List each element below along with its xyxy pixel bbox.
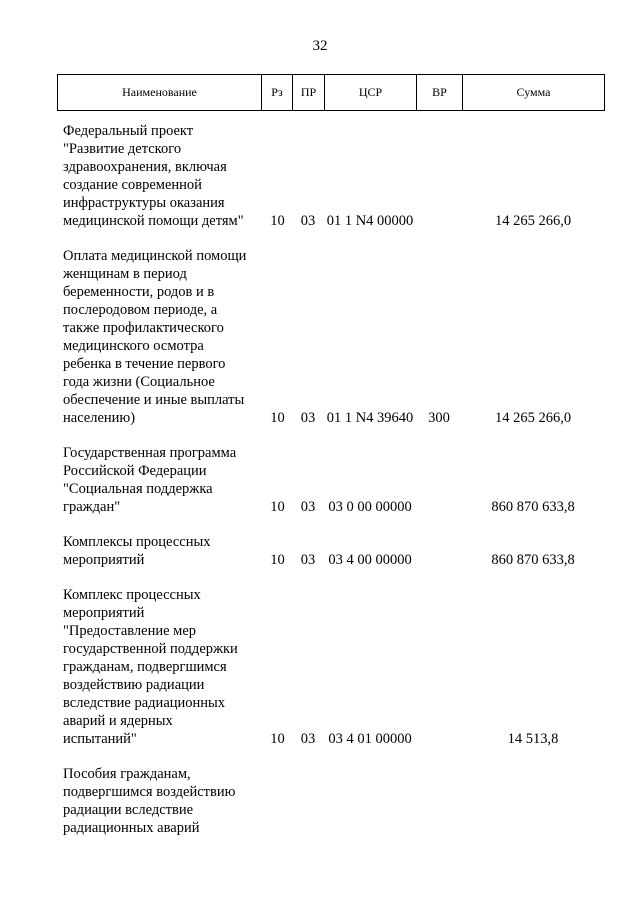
column-header-pr: ПР: [293, 75, 325, 111]
table-row: [57, 765, 604, 837]
row-name: Комплекс процессных мероприятий "Предоставление мер государственной поддержки гражданам, подвергшимся воздействию радиации вследствие радиационных аварий и ядерных испытаний": [63, 587, 238, 747]
row-pr: 03: [300, 499, 316, 515]
row-name: Комплексы процессных мероприятий: [63, 534, 211, 568]
row-name: Государственная программа Российской Федерации "Социальная поддержка граждан": [63, 445, 237, 515]
row-rz: [263, 765, 292, 837]
table-row: [57, 247, 604, 444]
row-rz: 10: [270, 499, 285, 515]
table-row: [57, 444, 604, 533]
row-vr: [416, 444, 462, 533]
row-pr: 03: [300, 213, 316, 229]
row-rz: 10: [270, 213, 285, 229]
column-header-name: Наименование: [58, 75, 262, 111]
row-sum: [462, 765, 604, 837]
row-sum: 860 870 633,8: [491, 499, 575, 515]
row-pr: [292, 765, 324, 837]
row-vr: [416, 533, 462, 586]
row-rz: 10: [270, 731, 285, 747]
column-header-csr: ЦСР: [325, 75, 417, 111]
table-row: [57, 533, 604, 586]
row-csr: 03 0 00 00000: [328, 499, 412, 515]
row-vr: 300: [428, 410, 450, 426]
row-pr: 03: [300, 552, 316, 568]
row-sum: 14 513,8: [507, 731, 559, 747]
budget-table: [57, 122, 604, 837]
row-name: Федеральный проект "Развитие детского здравоохранения, включая создание современной инфраструктуры оказания медицинской помощи детям": [63, 123, 244, 229]
row-pr: 03: [300, 410, 316, 426]
row-vr: [416, 586, 462, 765]
row-rz: 10: [270, 552, 285, 568]
row-csr: 03 4 01 00000: [328, 731, 412, 747]
row-sum: 860 870 633,8: [491, 552, 575, 568]
table-row: [57, 586, 604, 765]
header-row: [58, 75, 605, 111]
row-csr: 01 1 N4 00000: [326, 213, 414, 229]
column-header-vr: ВР: [417, 75, 463, 111]
table-row: [57, 122, 604, 247]
row-name: Оплата медицинской помощи женщинам в период беременности, родов и в послеродовом периоде, а также профилактического медицинского осмотра ребенка в течение первого года жизни (Социальное обеспечение и иные выплаты населению): [63, 248, 247, 426]
row-vr: [416, 122, 462, 247]
row-vr: [416, 765, 462, 837]
column-header-sum: Сумма: [463, 75, 605, 111]
row-sum: 14 265 266,0: [494, 410, 572, 426]
row-pr: 03: [300, 731, 316, 747]
table-header: [57, 74, 605, 111]
page-number: 32: [312, 38, 328, 54]
row-csr: [324, 765, 416, 837]
row-csr: 03 4 00 00000: [328, 552, 412, 568]
row-csr: 01 1 N4 39640: [326, 410, 414, 426]
row-rz: 10: [270, 410, 285, 426]
column-header-rz: Рз: [262, 75, 293, 111]
row-sum: 14 265 266,0: [494, 213, 572, 229]
row-name: Пособия гражданам, подвергшимся воздействию радиации вследствие радиационных аварий: [63, 766, 236, 836]
